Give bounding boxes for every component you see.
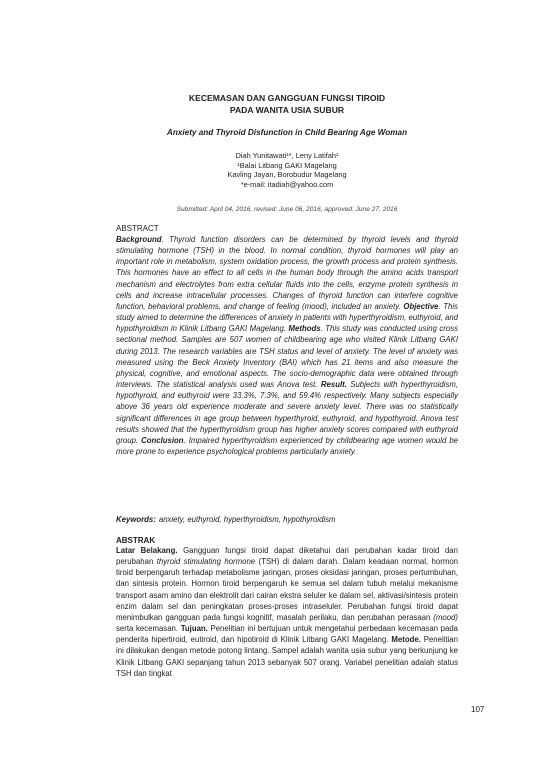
author-address: Kavling Jayan, Borobudur Magelang: [227, 170, 347, 179]
conclusion-text: . Impaired hyperthyroidism experienced by childbearing age women would be more prone to experience psychological problems particularly anxiety.: [116, 435, 458, 456]
paper-title: [116, 92, 458, 116]
title-line-2: PADA WANITA USIA SUBUR: [229, 105, 345, 115]
background-text: . Thyroid function disorders can be determined by thyroid levels and thyroid stimulating hormone (TSH) in the blood. In normal condition, thyroid hormones will play an important role in metabolism, system oxidation process, the growth process and protein synthesis. This hormones have an effect to all cells in the human body through the amino acids transport mechanism and electrolytes from extra cellular fluids into the cells, enzyme protein synthesis in cells and increase intracellular processes. Changes of thyroid function can interfere cognitive function, behavioral problems, and change of feeling (mood), included an anxiety.: [116, 235, 458, 311]
abstrak-heading: ABSTRAK: [116, 536, 156, 545]
methods-label: Methods: [288, 324, 321, 334]
tujuan-label: Tujuan.: [180, 624, 208, 634]
submission-dates: Submitted: April 04, 2016, revised: June 06, 2016, approved: June 27, 2016: [176, 206, 398, 213]
objective-label: Objective: [403, 301, 439, 311]
latar-text-3: serta kecemasan.: [116, 624, 181, 634]
latar-italic-1: thyroid stimulating hormone: [156, 557, 256, 567]
objective-text: . This study aimed to determine the differences of anxiety in patients with hyperthyroidism, euthyroid, and hypothyroidism in Klinik Litbang GAKI Magelang.: [116, 301, 459, 334]
keywords-text: anxiety, euthyroid, hyperthyroidism, hypothyroidism: [158, 515, 336, 524]
abstrak-indonesian: [116, 545, 458, 679]
author-names: Diah Yunitawati¹*, Leny Latifah¹: [235, 151, 339, 160]
latar-text-1: Gangguan fungsi tiroid dapat diketahui dari perubahan kadar tiroid dan perubahan: [116, 546, 458, 567]
author-block: [116, 151, 458, 189]
page-number: 107: [471, 705, 485, 714]
title-line-1: KECEMASAN DAN GANGGUAN FUNGSI TIROID: [188, 93, 386, 103]
metode-text: Penelitian ini dilakukan dengan metode potong lintang. Sampel adalah wanita usia subur yang berkunjung ke Klinik Litbang GAKI sepanjang tahun 2013 sebanyak 507 orang. Variabel penelitian adalah status TSH dan tingkat: [116, 635, 458, 678]
english-title: Anxiety and Thyroid Disfunction in Child Bearing Age Woman: [166, 128, 408, 137]
keywords-label: Keywords:: [116, 515, 156, 524]
author-affiliation: ¹Balai Litbang GAKI Magelang: [237, 160, 337, 170]
background-label: Background: [116, 235, 162, 244]
methods-text: . This study was conducted using cross sectional method. Samples are 507 women of childbearing age who visited Klinik Litbang GAKI during 2013. The research variables are TSH status and level of anxiety. The level of anxiety was measured using the Beck Anxiety Inventory (BAI) which has 21 items and also measure the physical, cognitive, and emotional aspects. The socio-demographic data were obtained through interviews. The statistical analysis used was Anova test.: [116, 324, 458, 390]
latar-italic-2: (mood): [433, 612, 458, 622]
metode-label: Metode.: [391, 635, 421, 645]
keywords-line: [116, 515, 458, 524]
tujuan-text: Penelitian ini bertujuan untuk mengetahui perbedaan kecemasan pada penderita hipertiroid, eutiroid, dan hipotiroid di Klinik Litbang GAKI Magelang.: [116, 624, 458, 645]
abstract-heading: ABSTRACT: [116, 224, 159, 233]
latar-label: Latar Belakang.: [116, 546, 178, 555]
author-email: *e-mail: itadiah@yahoo.com: [240, 179, 334, 189]
abstract-english: [116, 234, 458, 457]
conclusion-label: Conclusion: [141, 435, 184, 445]
result-label: Result.: [320, 380, 347, 390]
result-text: Subjects with hyperthyroidism, hypothyroid, and euthyroid were 33.3%, 7.3%, and 59.4% respectively. Many subjects especially above 36 years old experience moderate and severe anxiety level. There was no statistically significant differences in age group between hyperthyroid, euthyroid, and hypothyroid. Anova test results showed that the hyperthyroidism group has higher anxiety scores compared with euthyroid group.: [116, 380, 459, 445]
latar-text-2: (TSH) di dalam darah. Dalam keadaan normal, hormon tiroid berpengaruh terhadap metabolisme jaringan, proses oksidasi jaringan, proses pertumbuhan, dan sintesis protein. Hormon tiroid berpengaruh ke semua sel dalam tubuh melalui mekanisme transport asam amino dan elektrolit dari cairan ekstra seluler ke dalam sel, aktivasi/sintesis protein enzim dalam sel dan peningkatan proses-proses intraseluler. Perubahan fungsi tiroid dapat menimbulkan gangguan pada fungsi kognitif, masalah perilaku, dan perubahan perasaan: [116, 557, 458, 622]
